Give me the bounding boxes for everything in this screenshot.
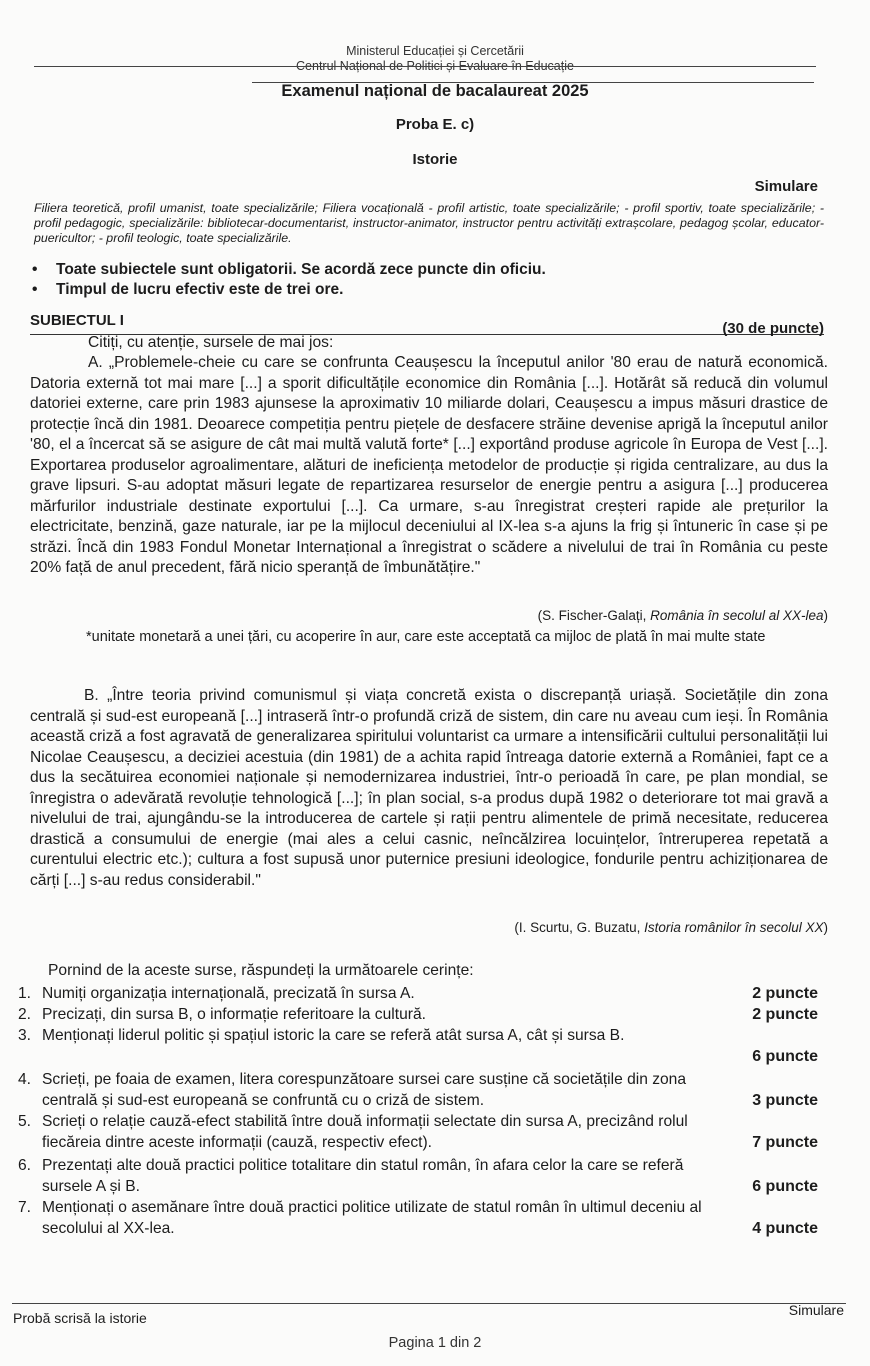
- question-number: 7.: [18, 1199, 32, 1216]
- rule-item: [30, 280, 830, 300]
- ministry-name: Ministerul Educației și Cercetării: [346, 44, 524, 58]
- source-a-citation: [30, 608, 828, 623]
- filiera-description: Filiera teoretică, profil umanist, toate specializările; Filiera vocațională - profil artistic, toate specializările; - profil sportiv, toate specializările; - profil pedagogic, specializările: bibliotecar-documentarist, instructor-animator, instructor pentru activități extrașcolare, pedagog școlar, educator-puericultor; - profil teologic, toate specializările.: [34, 201, 824, 245]
- source-a: [30, 353, 828, 579]
- question-number: 2.: [18, 1006, 32, 1023]
- subject-title: Istorie: [412, 151, 458, 168]
- exam-rules: [30, 260, 830, 300]
- question-item: [18, 983, 830, 1004]
- footer-left: Probă scrisă la istorie: [13, 1310, 147, 1326]
- citation-author: (I. Scurtu, G. Buzatu,: [514, 920, 645, 935]
- page-number: Pagina 1 din 2: [388, 1335, 482, 1351]
- citation-close: ): [823, 920, 828, 935]
- question-text: Scrieți, pe foaia de examen, litera corespunzătoare sursei care susține că societățile din zona centrală și sud-est europeană se confruntă cu o criză de sistem.: [42, 1071, 687, 1109]
- question-item: [18, 1197, 830, 1239]
- source-b-label: B.: [84, 687, 99, 704]
- question-points: 6 puncte: [752, 1048, 818, 1065]
- subiect-heading: [30, 312, 824, 335]
- question-points: 6 puncte: [752, 1178, 818, 1195]
- subiect-title: SUBIECTUL I: [30, 312, 124, 329]
- source-a-text: „Problemele-cheie cu care se confrunta Ceaușescu la începutul anilor '80 erau de natură economică. Datoria externă tot mai mare [...] a sporit dificultățile economice din România [...]. Hotărât să reducă din volumul datoriei externe, care prin 1983 ajunsese la aproximativ 10 miliarde dolari, Ceaușescu a impus măsuri drastice de protecție încă din 1981. Deoarece competiția pentru piețele de desfacere străine devenise aprigă la începutul anilor '80, el a încercat să se asigure de cât mai multă valută forte* [...] exportând produse agricole în Europa de Vest [...]. Exportarea produselor agroalimentare, alături de ineficiența metodelor de producție și rigida centralizare, au dus la grave lipsuri. S-au adoptat măsuri legate de repartizarea resurselor de energie pentru a asigura [...] producerea mărfurilor industriale destinate exportului [...]. Ca urmare, s-au înregistrat creșteri rapide ale prețurilor la electricitate, benzină, gaze naturale, iar pe la mijlocul deceniului al IX-lea s-a ajuns la frig și întuneric în case și pe străzi. Încă din 1983 Fondul Monetar Internațional a înregistrat o scădere a nivelului de trai în România cu peste 20% față de anul precedent, fără nicio speranță de îmbunătățire.": [30, 354, 828, 576]
- question-item: [18, 1069, 830, 1111]
- question-number: 3.: [18, 1027, 32, 1044]
- question-item: [18, 1155, 830, 1197]
- subiect-points: (30 de puncte): [722, 320, 824, 337]
- question-number: 1.: [18, 985, 32, 1002]
- source-a-footnote: *unitate monetară a unei țări, cu acoperire în aur, care este acceptată ca mijloc de plată în mai multe state: [86, 629, 766, 645]
- simulare-label: Simulare: [754, 178, 818, 195]
- rule-item: [30, 260, 830, 280]
- question-item: [18, 1111, 830, 1153]
- source-b-text: „Între teoria privind comunismul și viața concretă exista o discrepanță uriașă. Societățile din zona centrală și sud-est europeană [...] intraseră într-o profundă criză de sistem, din care nu aveau cum ieși. În România această criză a fost agravată de generalizarea spiritului voluntarist ca urmare a intensificării cultului personalității lui Nicolae Ceaușescu, a deciziei acestuia (din 1981) de a achita rapid întreaga datorie externă a României, fapt ce a dus la secătuirea economiei naționale și nemodernizarea industriei, într-o perioadă în care, pe plan mondial, se înregistra o adevărată revoluție tehnologică [...]; în plan social, s-a produs după 1982 o deteriorare tot mai gravă a nivelului de trai, ajungându-se la introducerea de cartele și rații pentru alimentele de primă necesitate, reducerea drastică a consumului de energie (mai ales a celui casnic, neîncălzirea locuințelor, întreruperea repetată a curentului electric etc.); cultura a fost supusă unor puternice presiuni ideologice, fondurile pentru achiziționarea de cărți [...] s-au redus considerabil.": [30, 687, 828, 889]
- question-points: 4 puncte: [752, 1220, 818, 1237]
- question-text: Menționați liderul politic și spațiul istoric la care se referă atât sursa A, cât și sursa B.: [42, 1027, 625, 1044]
- question-text: Menționați o asemănare între două practici politice utilizate de statul român în ultimul deceniu al secolului al XX-lea.: [42, 1199, 702, 1237]
- source-b: [30, 686, 828, 891]
- footer-divider: [12, 1303, 846, 1304]
- questions-prompt: Pornind de la aceste surse, răspundeți la următoarele cerințe:: [48, 962, 474, 979]
- rule-text: Timpul de lucru efectiv este de trei ore.: [56, 281, 344, 298]
- question-item: [18, 1004, 830, 1025]
- rule-text: Toate subiectele sunt obligatorii. Se acordă zece puncte din oficiu.: [56, 261, 546, 278]
- source-a-label: A.: [88, 354, 103, 371]
- header-institution: [0, 44, 870, 74]
- question-number: 6.: [18, 1157, 32, 1174]
- question-text: Precizați, din sursa B, o informație referitoare la cultură.: [42, 1006, 426, 1023]
- citation-book: Istoria românilor în secolul XX: [644, 920, 824, 935]
- question-points: 2 puncte: [752, 985, 818, 1002]
- citation-close: ): [823, 608, 828, 623]
- citation-author: (S. Fischer-Galați,: [537, 608, 651, 623]
- bullet-icon: •: [32, 261, 38, 278]
- question-text: Numiți organizația internațională, precizată în sursa A.: [42, 985, 415, 1002]
- exam-title: Examenul național de bacalaureat 2025: [281, 82, 589, 100]
- questions-list: [18, 983, 830, 1239]
- citation-book: România în secolul al XX-lea: [650, 608, 824, 623]
- bullet-icon: •: [32, 281, 38, 298]
- question-number: 5.: [18, 1113, 32, 1130]
- question-points: 7 puncte: [752, 1134, 818, 1151]
- question-item: [18, 1025, 830, 1067]
- question-number: 4.: [18, 1071, 32, 1088]
- question-points: 3 puncte: [752, 1092, 818, 1109]
- instruction-text: Citiți, cu atenție, sursele de mai jos:: [88, 334, 334, 351]
- header-divider: [34, 66, 816, 67]
- proba-label: Proba E. c): [395, 116, 475, 133]
- question-text: Scrieți o relație cauză-efect stabilită între două informații selectate din sursa A, precizând rolul fiecăreia dintre aceste informații (cauză, respectiv efect).: [42, 1113, 688, 1151]
- center-name: Centrul Național de Politici și Evaluare în Educație: [296, 59, 574, 73]
- footer-right: Simulare: [788, 1302, 844, 1318]
- source-b-citation: [30, 920, 828, 935]
- question-text: Prezentați alte două practici politice totalitare din statul român, în afara celor la care se referă sursele A și B.: [42, 1157, 684, 1195]
- question-points: 2 puncte: [752, 1006, 818, 1023]
